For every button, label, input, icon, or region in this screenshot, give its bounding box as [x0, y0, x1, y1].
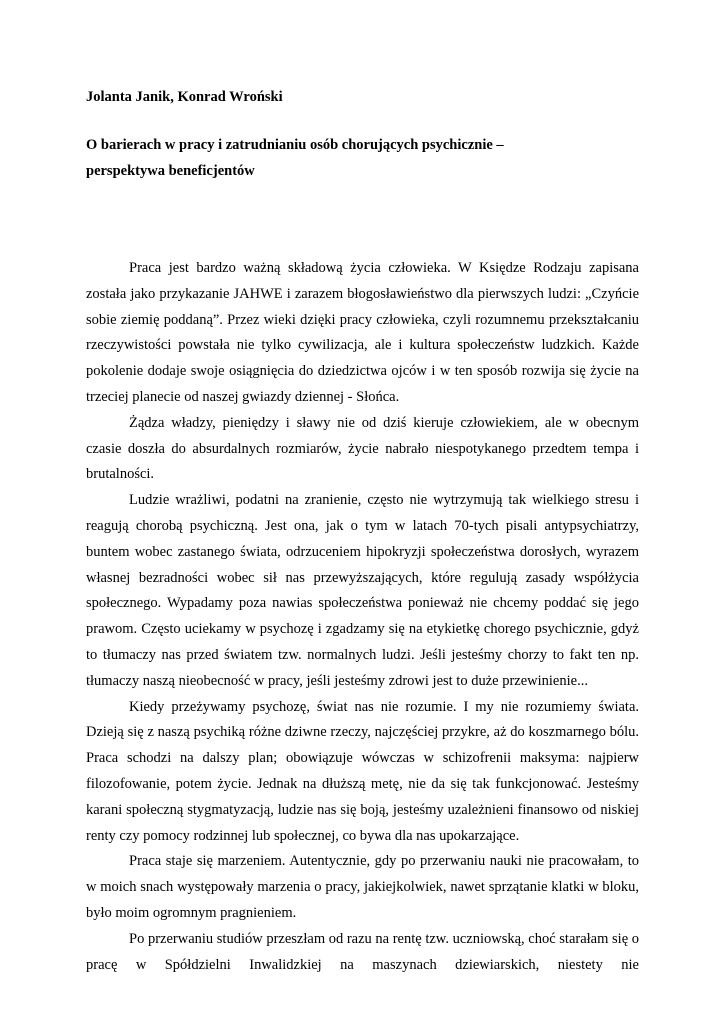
paragraph-1: Praca jest bardzo ważną składową życia człowieka. W Księdze Rodzaju zapisana została jako przykazanie JAHWE i zarazem błogosławieństwo dla pierwszych ludzi: „Czyńcie sobie ziemię poddaną”. Przez wieki dzięki pracy człowieka, czyli rozumnemu przekształcaniu rzeczywistości powstała nie tylko cywilizacja, ale i kultura społeczeństw ludzkich. Każde pokolenie dodaje swoje osiągnięcia do dziedzictwa ojców i w ten sposób rozwija się życie na trzeciej planecie od naszej gwiazdy dziennej - Słońca.: [86, 260, 639, 405]
document-title-line-1: O barierach w pracy i zatrudnianiu osób chorujących psychicznie –: [86, 137, 504, 153]
document-body: [86, 256, 639, 978]
paragraph-6: Po przerwaniu studiów przeszłam od razu na rentę tzw. uczniowską, choć starałam się o pracę w Spółdzielni Inwalidzkiej na maszynach dziewiarskich, niestety nie: [86, 930, 639, 973]
paragraph-3: Ludzie wrażliwi, podatni na zranienie, często nie wytrzymują tak wielkiego stresu i reagują chorobą psychiczną. Jest ona, jak o tym w latach 70-tych pisali antypsychiatrzy, buntem wobec zastanego świata, odrzuceniem hipokryzji społeczeństwa dorosłych, wyrazem własnej bezradności wobec sił nas przewyższających, które regulują zasady współżycia społecznego. Wypadamy poza nawias społeczeństwa ponieważ nie chcemy poddać się jego prawom. Często uciekamy w psychozę i zgadzamy się na etykietkę chorego psychicznie, gdyż to tłumaczy nas przed światem tzw. normalnych ludzi. Jeśli jesteśmy chorzy to fakt ten np. tłumaczy naszą nieobecność w pracy, jeśli jesteśmy zdrowi jest to duże przewinienie...: [86, 492, 639, 689]
paragraph-2: Żądza władzy, pieniędzy i sławy nie od dziś kieruje człowiekiem, ale w obecnym czasie doszła do absurdalnych rozmiarów, życie nabrało niespotykanego przedtem tempa i brutalności.: [86, 414, 639, 483]
document-title-line-2: perspektywa beneficjentów: [86, 163, 255, 179]
paragraph-4: Kiedy przeżywamy psychozę, świat nas nie rozumie. I my nie rozumiemy świata. Dzieją się z naszą psychiką różne dziwne rzeczy, najczęściej przykre, aż do koszmarnego bólu. Praca schodzi na dalszy plan; obowiązuje wówczas w schizofrenii maksyma: najpierw filozofowanie, potem życie. Jednak na dłuższą metę, nie da się tak funkcjonować. Jesteśmy karani społeczną stygmatyzacją, ludzie nas się boją, jesteśmy uzależnieni finansowo od niskiej renty czy pomocy rodzinnej lub społecznej, co bywa dla nas upokarzające.: [86, 698, 639, 844]
document-title: [86, 132, 639, 184]
document-authors: Jolanta Janik, Konrad Wroński: [86, 89, 283, 105]
document-page: [86, 84, 639, 978]
paragraph-5: Praca staje się marzeniem. Autentycznie, gdy po przerwaniu nauki nie pracowałam, to w moich snach występowały marzenia o pracy, jakiejkolwiek, nawet sprzątanie klatki w bloku, było moim ogromnym pragnieniem.: [86, 853, 639, 921]
